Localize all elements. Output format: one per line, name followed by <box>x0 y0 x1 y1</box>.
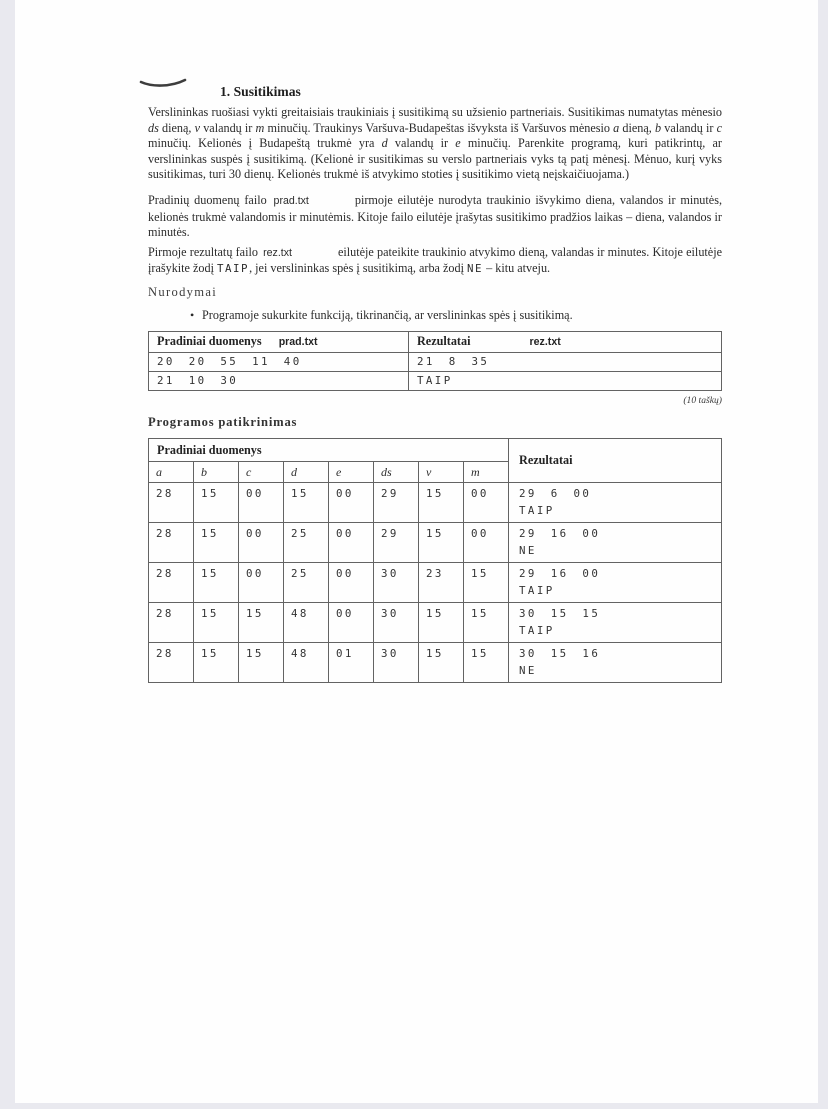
test-table-row <box>149 523 722 563</box>
test-result-cell <box>509 483 722 523</box>
nurodymai-heading: Nurodymai <box>148 284 218 299</box>
test-value-cell: 15 <box>464 643 509 683</box>
test-value-cell: 23 <box>419 563 464 603</box>
result-time: 29 16 00 <box>519 527 601 541</box>
result-time: 29 16 00 <box>519 567 601 581</box>
variable-name: ds <box>148 120 159 135</box>
variable-header-b: b <box>194 462 239 483</box>
test-result-cell <box>509 523 722 563</box>
result-time: 29 6 00 <box>519 487 592 501</box>
variable-name: b <box>654 120 662 135</box>
text-segment: minučių. Parenkite programą, kuri patikrintų, ar verslininkas suspės į susitikimą. (Kelionė ir susitikimas su verslo partneriais vyks tą patį mėnesį. Mėnuo, kurį vyks susitikimas, turi 30 dienų. Kelionės trukmė iš atvykimo stoties į susitikimo vietą neįskaičiuojama.) <box>148 136 722 182</box>
variable-name: v <box>194 120 201 135</box>
result-verdict: NE <box>519 544 537 558</box>
test-value-cell: 00 <box>464 483 509 523</box>
test-value-cell: 15 <box>419 523 464 563</box>
variable-header-e: e <box>329 462 374 483</box>
test-value-cell: 15 <box>194 603 239 643</box>
variable-name: a <box>613 120 620 135</box>
test-value-cell: 15 <box>194 483 239 523</box>
variable-header-ds: ds <box>374 462 419 483</box>
test-value-cell: 00 <box>329 483 374 523</box>
test-table-row <box>149 483 722 523</box>
file-name: prad.txt <box>273 194 309 207</box>
text-segment: minučių. Traukinys Varšuva-Budapeštas išvyksta iš Varšuvos mėnesio <box>264 120 614 135</box>
text-segment: , jei verslininkas spės į susitikimą, arba žodį <box>249 261 468 276</box>
example-table-cell: 21 10 30 <box>149 372 409 391</box>
test-value-cell: 30 <box>374 603 419 643</box>
output-file-paragraph <box>148 245 722 277</box>
test-value-cell: 00 <box>239 523 284 563</box>
example-table-row <box>149 353 722 372</box>
bullet-icon: • <box>190 307 195 322</box>
test-value-cell: 25 <box>284 563 329 603</box>
page-content <box>148 0 722 683</box>
test-value-cell: 30 <box>374 643 419 683</box>
test-value-cell: 15 <box>194 523 239 563</box>
instruction-text: Programoje sukurkite funkciją, tikrinančią, ar verslininkas spės į susitikimą. <box>202 307 573 322</box>
test-value-cell: 00 <box>239 563 284 603</box>
result-time: 30 15 16 <box>519 647 601 661</box>
example-table-cell: 21 8 35 <box>409 353 722 372</box>
test-value-cell: 15 <box>284 483 329 523</box>
test-value-cell: 15 <box>419 643 464 683</box>
text-segment: dieną, <box>158 120 195 135</box>
variable-header-c: c <box>239 462 284 483</box>
test-table-group-row <box>149 439 722 462</box>
result-verdict: NE <box>519 664 537 678</box>
test-value-cell: 48 <box>284 603 329 643</box>
test-table-row <box>149 563 722 603</box>
input-file-name: prad.txt <box>278 335 318 348</box>
test-value-cell: 15 <box>464 603 509 643</box>
test-value-cell: 15 <box>239 643 284 683</box>
example-header-result <box>409 332 722 353</box>
variable-name: e <box>455 136 461 151</box>
test-value-cell: 15 <box>464 563 509 603</box>
result-verdict: TAIP <box>519 584 555 598</box>
test-value-cell: 15 <box>419 603 464 643</box>
test-value-cell: 00 <box>329 603 374 643</box>
input-file-paragraph <box>148 193 722 241</box>
test-value-cell: 15 <box>194 563 239 603</box>
variable-name: c <box>716 120 722 135</box>
test-value-cell: 48 <box>284 643 329 683</box>
test-result-cell <box>509 563 722 603</box>
example-header-input-label: Pradiniai duomenys <box>157 333 262 348</box>
result-time: 30 15 15 <box>519 607 601 621</box>
example-table-cell: TAIP <box>409 372 722 391</box>
test-value-cell: 28 <box>149 603 194 643</box>
test-value-cell: 30 <box>374 563 419 603</box>
example-header-input <box>149 332 409 353</box>
test-table-row <box>149 603 722 643</box>
instruction-bullet <box>148 308 722 324</box>
test-value-cell: 25 <box>284 523 329 563</box>
variable-name: d <box>381 136 388 151</box>
variable-header-m: m <box>464 462 509 483</box>
test-value-cell: 15 <box>239 603 284 643</box>
text-segment: pirmoje eilutėje nurodyta traukinio išvykimo diena, valandos ir minutės, kelionės trukmė valandomis ir minutėmis. Kitoje failo eilutėje įrašytas susitikimo pradžios laikas – diena, valandos ir minutės. <box>148 192 722 240</box>
result-verdict: TAIP <box>519 624 555 638</box>
program-check-heading: Programos patikrinimas <box>148 414 298 429</box>
text-segment: valandų ir <box>661 120 717 135</box>
text-segment: minučių. Kelionės į Budapeštą trukmė yra <box>148 136 382 151</box>
result-verdict: TAIP <box>519 504 555 518</box>
test-header-result: Rezultatai <box>509 439 722 483</box>
test-value-cell: 29 <box>374 483 419 523</box>
test-value-cell: 00 <box>239 483 284 523</box>
text-segment: Pirmoje rezultatų failo <box>148 244 262 259</box>
test-value-cell: 28 <box>149 523 194 563</box>
text-segment: Verslininkas ruošiasi vykti greitaisiais traukiniais į susitikimą su užsienio partneriais. Susitikimas numatytas mėnesio <box>148 105 722 119</box>
variable-name: m <box>255 120 265 135</box>
test-value-cell: 00 <box>329 563 374 603</box>
test-result-cell <box>509 643 722 683</box>
text-segment: eilutėje pateikite traukinio atvykimo dieną, valandas ir minutes. Kitoje eilutėje įrašykite žodį <box>148 244 722 276</box>
test-table <box>148 438 722 683</box>
text-segment: – kitu atveju. <box>483 261 551 276</box>
test-value-cell: 15 <box>194 643 239 683</box>
test-result-cell <box>509 603 722 643</box>
keyword: TAIP <box>217 262 250 276</box>
text-segment: valandų ir <box>200 120 256 135</box>
example-table-row <box>149 372 722 391</box>
text-segment: Pradinių duomenų failo <box>148 192 272 207</box>
example-table <box>148 331 722 391</box>
example-table-header-row <box>149 332 722 353</box>
test-value-cell: 29 <box>374 523 419 563</box>
test-value-cell: 28 <box>149 643 194 683</box>
output-file-name: rez.txt <box>529 335 561 348</box>
test-value-cell: 00 <box>464 523 509 563</box>
example-header-result-label: Rezultatai <box>417 333 471 348</box>
task-title: 1. Susitikimas <box>220 84 301 99</box>
test-value-cell: 28 <box>149 483 194 523</box>
keyword: NE <box>467 262 484 276</box>
test-value-cell: 00 <box>329 523 374 563</box>
test-table-row <box>149 643 722 683</box>
intro-paragraph <box>148 105 722 183</box>
file-name: rez.txt <box>263 246 292 259</box>
text-segment: valandų ir <box>387 136 456 151</box>
text-segment: dieną, <box>619 120 655 135</box>
variable-header-a: a <box>149 462 194 483</box>
test-value-cell: 28 <box>149 563 194 603</box>
document-page <box>15 0 818 1103</box>
variable-header-v: v <box>419 462 464 483</box>
test-value-cell: 15 <box>419 483 464 523</box>
variable-header-d: d <box>284 462 329 483</box>
test-header-input-group: Pradiniai duomenys <box>149 439 509 462</box>
points-label: (10 taškų) <box>683 395 722 407</box>
example-table-cell: 20 20 55 11 40 <box>149 353 409 372</box>
test-value-cell: 01 <box>329 643 374 683</box>
